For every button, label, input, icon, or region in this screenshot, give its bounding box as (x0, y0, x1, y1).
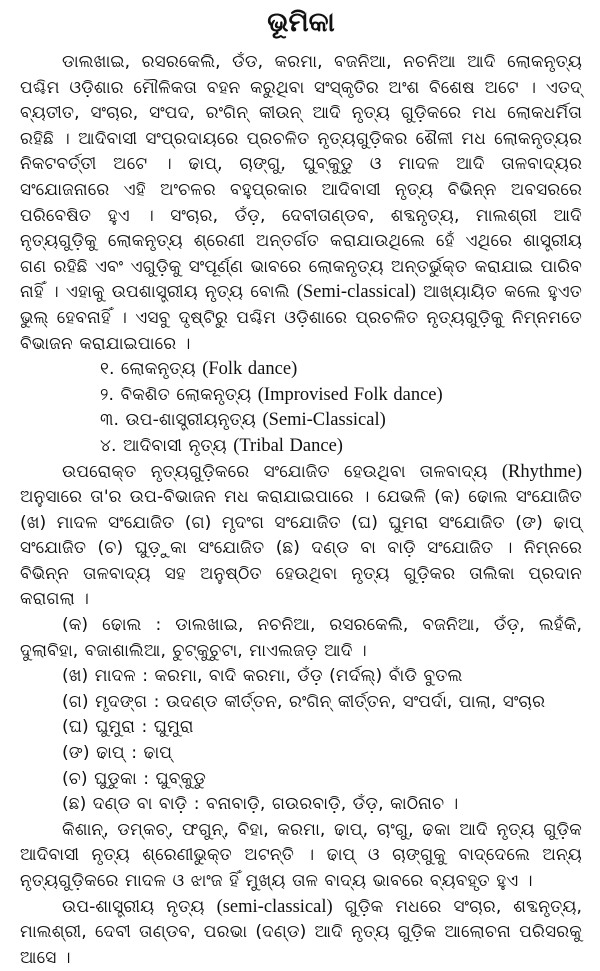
rhythm-paragraph (20, 460, 582, 614)
instrument-item: (ଘ) ଘୁମୁରା : ଘୁମୁରା (62, 717, 194, 738)
list-item (20, 434, 582, 460)
semi-classical-text: ଉପ-ଶାସ୍ତ୍ରୀୟ ନୃତ୍ୟ (62, 896, 205, 917)
list-text: ଲୋକନୃତ୍ୟ (120, 359, 196, 380)
list-latin: (Improvised Folk dance) (257, 384, 443, 405)
intro-text: ଡାଲଖାଇ, ରସରକେଲି, ଡଁଡ, କରମା, ବଜନିଆ, ନଚନିଆ ଆଦି ଲୋକନୃତ୍ୟ ପଶ୍ଚିମ ଓଡ଼ିଶାର ମୌଳିକତା ବହନ କରୁଥିବା ସଂସ୍କୃତିର ଅଂଶ ବିଶେଷ ଅଟେ । ଏତଦ୍ ବ୍ୟତୀତ, ସଂଚାର, ସଂପଦ, ରଂଗିନ୍ କୀଉନ୍ ଆଦି ନୃତ୍ୟ ଗୁଡ଼ିକରେ ମଧ ଲୋକଧର୍ମିତା ରହିଛି । ଆଦିବାସୀ ସଂପ୍ରଦାୟରେ ପ୍ରଚଳିତ ନୃତ୍ୟଗୁଡ଼ିକର ଶୈଳୀ ମଧ ଲୋକନୃତ୍ୟର ନିକଟବର୍ତ୍ତୀ ଅଟେ । ଢାପ୍, ଚାଙ୍ଗୁ, ଘୁବ୍‌କୁଡୁ ଓ ମାଦଳ ଆଦି ତାଳବାଦ୍ୟର ସଂଯୋଜନାରେ ଏହି ଅଂଚଳର ବହୁପ୍ରକାର ଆଦିବାସୀ ନୃତ୍ୟ ବିଭିନ୍ନ ଅବସରରେ ପରିବେଷିତ ହୁଏ । ସଂଚାର, ଡଁଡ଼, ଦେବୀତାଣ୍ଡବ, ଶବ୍ଦନୃତ୍ୟ, ମାଲଶ୍ରୀ ଆଦି ନୃତ୍ୟଗୁଡ଼ିକୁ ଲୋକନୃତ୍ୟ ଶ୍ରେଣୀ ଅନ୍ତର୍ଗତ କରାଯାଉଥିଲେ ହେଁ ଏଥିରେ ଶାସ୍ତ୍ରୀୟ ଗଣ ରହିଛି ଏବଂ ଏଗୁଡ଼ିକୁ ସଂପୂର୍ଣ୍ଣ ଭାବରେ ଲୋକନୃତ୍ୟ ଅନ୍ତର୍ଭୁକ୍ତ କରାଯାଇ ପାରିବ ନାହିଁ । ଏହାକୁ ଉପଶାସ୍ତ୍ରୀୟ ନୃତ୍ୟ ବୋଲି (20, 52, 582, 303)
tribal-paragraph: କିଶାନ୍, ଡମ୍‌କଚ୍, ଫଗୁନ୍, ବିହା, କରମା, ଢାପ୍, ଚାଂଗୁ, ଢକା ଆଦି ନୃତ୍ୟ ଗୁଡ଼ିକ ଆଦିବାସୀ ନୃତ୍ୟ ଶ୍ରେଣୀଭୁକ୍ତ ଅଟନ୍ତି । ଢାପ୍ ଓ ଚାଙ୍ଗୁକୁ ବାଦ୍‌ଦେଲେ ଅନ୍ୟ ନୃତ୍ୟଗୁଡ଼ିକରେ ମାଦଳ ଓ ଝାଂଜ ହିଁ ମୁଖ୍ୟ ତାଳ ବାଦ୍ୟ ଭାବରେ ବ୍ୟବହୃତ ହୁଏ । (20, 819, 582, 891)
instrument-item: (ଙ) ଢାପ୍ : ଢାପ୍ (62, 743, 173, 764)
rhythm-latin-term: (Rhythme) (501, 461, 582, 482)
intro-paragraph (20, 50, 582, 357)
list-latin: (Folk dance) (202, 359, 298, 380)
list-number: ୩. (100, 410, 119, 431)
semi-classical-latin-term: (semi-classical) (216, 896, 333, 917)
list-latin: (Semi-Classical) (262, 410, 386, 431)
semi-classical-text-end: ଗୁଡ଼ିକ ମଧରେ ସଂଚାର, ଶବ୍ଦନୃତ୍ୟ, ମାଲଶ୍ରୀ, ଦେବୀ ତାଣ୍ଡବ, ପରଭା (ଦଣ୍ଡ) ଆଦି ନୃତ୍ୟ ଗୁଡ଼ିକ ଆଲୋଚନା ପରିସରକୁ ଆସେ । (20, 896, 582, 968)
list-text: ଆଦିବାସୀ ନୃତ୍ୟ (122, 435, 227, 456)
intro-latin-term: (Semi-classical) (296, 282, 416, 303)
list-number: ୧. (100, 359, 115, 380)
page-title: ଭୂମିକା (267, 7, 335, 38)
list-item (20, 357, 582, 383)
list-number: ୪. (100, 435, 117, 456)
rhythm-text-end: ଅନୁସାରେ ତା'ର ଉପ-ବିଭାଜନ ମଧ କରାଯାଇପାରେ । ଯେଭଳି (କ) ଢୋଲ ସଂଯୋଜିତ (ଖ) ମାଦଳ ସଂଯୋଜିତ (ଗ) ମୃଦଂଗ ସଂଯୋଜିତ (ଘ) ଘୁମରା ସଂଯୋଜିତ (ଙ) ଢାପ୍ ସଂଯୋଜିତ (ଚ) ଘୁଡ଼ୁକା ସଂଯୋଜିତ (ଛ) ଦଣ୍ଡ ବା ବାଡ଼ି ସଂଯୋଜିତ । ନିମ୍ନରେ ବିଭିନ୍ନ ତାଳବାଦ୍ୟ ସହ ଅନୁଷ୍ଠିତ ହେଉଥିବା ନୃତ୍ୟ ଗୁଡ଼ିକର ତାଲିକା ପ୍ରଦାନ କରାଗଲା । (20, 487, 582, 610)
instrument-item: (ଚ) ଘୁଡୁକା : ଘୁବ୍‌କୁଡୁ (62, 768, 206, 789)
instrument-item: (ଗ) ମୃଦଙ୍ଗ : ଉଦଣ୍ଡ କୀର୍ତ୍ତନ, ରଂଗିନ୍ କୀର୍ତ୍ତନ, ସଂପର୍ଦା, ପାଲା, ସଂଚାର (62, 691, 546, 712)
list-text: ବିକଶିତ ଲୋକନୃତ୍ୟ (120, 384, 252, 405)
instrument-item: (ଛ) ଦଣ୍ଡ ବା ବାଡ଼ି : ବନାବାଡ଼ି, ଗଉରବାଡ଼ି, ଡଁଡ଼, କାଠିନାଚ । (62, 794, 459, 815)
intro-text-end: ଆଖ୍ୟାୟିତ କଲେ ହୁଏତ ଭୁଲ୍ ହେବନାହିଁ । ଏସବୁ ଦୃଷ୍ଟିରୁ ପଶ୍ଚିମ ଓଡ଼ିଶାରେ ପ୍ରଚଳିତ ନୃତ୍ୟଗୁଡ଼ିକୁ ନିମ୍ନମତେ ବିଭାଜନ କରାଯାଇପାରେ । (20, 282, 583, 354)
instrument-item: (ଖ) ମାଦଳ : କରମା, ବାଦି କରମା, ଡଁଡ଼ (ମର୍ଦଲ୍) ବାଁଡି ବୁତଲ (62, 666, 463, 687)
rhythm-text: ଉପରୋକ୍ତ ନୃତ୍ୟଗୁଡ଼ିକରେ ସଂଯୋଜିତ ହେଉଥିବା ତାଳବାଦ୍ୟ (62, 461, 488, 482)
list-item (20, 383, 582, 409)
semi-classical-paragraph (20, 895, 582, 971)
instrument-item: (କ) ଢୋଲ : ଡାଲଖାଇ, ନଚନିଆ, ରସରକେଲି, ବଜନିଆ, ଡଁଡ଼, ଲହଁକି, ଦୁଲାବିହା, ବଜାଶାଲିଆ, ଚୁଟ୍‌କୁଚୁଟା, ମାଏଲଜଡ଼ ଆଦି । (20, 615, 582, 661)
list-number: ୨. (100, 384, 115, 405)
list-latin: (Tribal Dance) (233, 435, 343, 456)
list-item (20, 408, 582, 434)
list-text: ଉପ-ଶାସ୍ତ୍ରୀୟନୃତ୍ୟ (125, 410, 256, 431)
